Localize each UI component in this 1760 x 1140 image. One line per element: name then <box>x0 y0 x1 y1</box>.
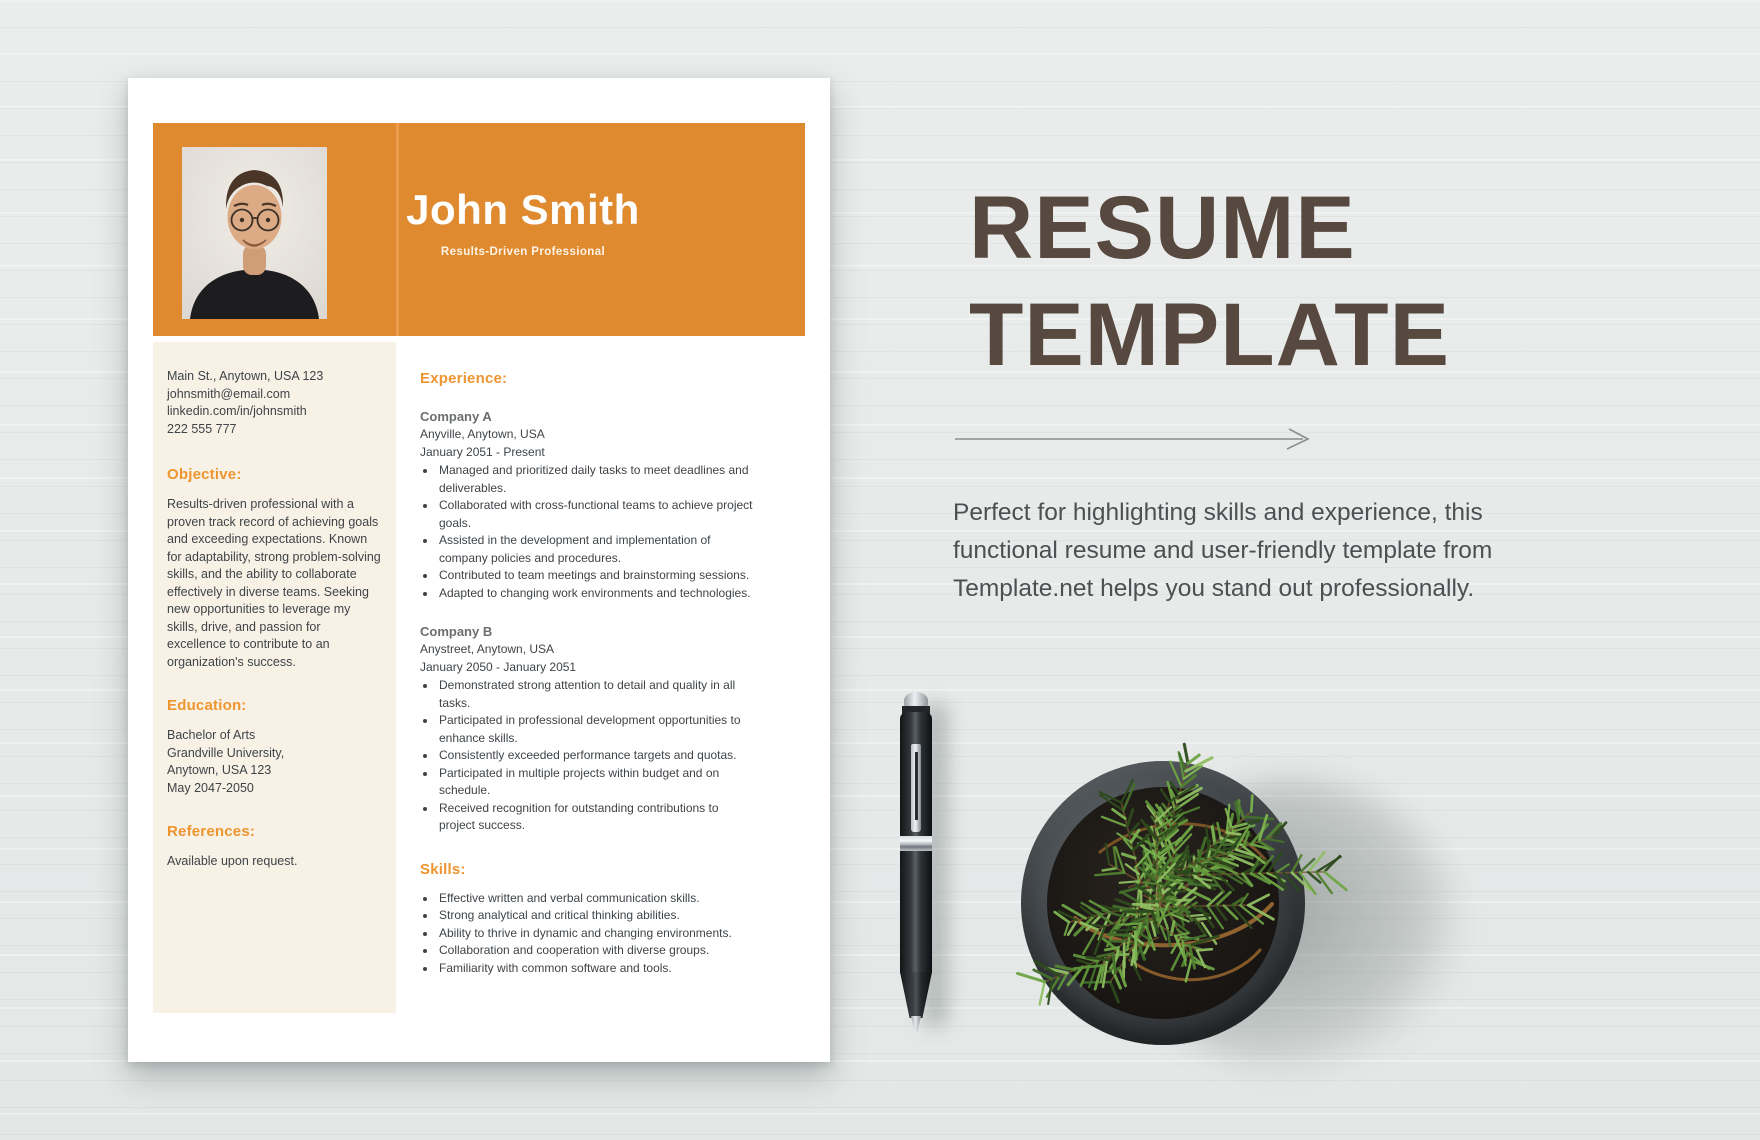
job-location: Anyville, Anytown, USA <box>420 427 545 441</box>
arrow-icon <box>955 427 1313 451</box>
job-bullet: • Received recognition for outstanding contributions to project success. <box>437 800 754 835</box>
education-location: Anytown, USA 123 <box>167 763 272 777</box>
contact-email: johnsmith@email.com <box>167 386 291 401</box>
contact-block <box>167 368 382 438</box>
skill-bullet: • Familiarity with common software and tools. <box>437 960 754 978</box>
job-company-name: Company A <box>420 409 492 424</box>
promo-title-line1: RESUME <box>969 177 1356 277</box>
education-school: Grandville University, <box>167 745 285 760</box>
header-text <box>388 187 658 258</box>
job-bullet: • Managed and prioritized daily tasks to meet deadlines and deliverables. <box>437 462 754 497</box>
resume-header <box>153 123 805 336</box>
job-bullet: • Assisted in the development and implementation of company policies and procedures. <box>437 532 754 567</box>
contact-linkedin: linkedin.com/in/johnsmith <box>167 404 307 418</box>
job-bullet: • Consistently exceeded performance targets and quotas. <box>437 747 754 765</box>
job-dates: January 2051 - Present <box>420 444 545 459</box>
objective-heading: Objective: <box>167 466 242 483</box>
resume-subtitle: Results-Driven Professional <box>440 246 606 258</box>
pen-clip <box>911 744 921 832</box>
resume-page <box>128 78 830 1062</box>
job-bullet: • Collaborated with cross-functional teams to achieve project goals. <box>437 497 754 532</box>
pen-tip <box>910 1016 922 1032</box>
job-location: Anystreet, Anytown, USA <box>420 642 555 656</box>
job-dates: January 2050 - January 2051 <box>420 659 577 674</box>
job-bullet: • Demonstrated strong attention to detail and quality in all tasks. <box>437 677 754 712</box>
profile-photo <box>182 147 327 319</box>
job-bullet: • Participated in professional development opportunities to enhance skills. <box>437 712 754 747</box>
job-company-b <box>420 623 754 835</box>
contact-phone: 222 555 777 <box>167 421 237 436</box>
promo-description <box>953 494 1573 608</box>
education-dates: May 2047-2050 <box>167 780 254 795</box>
job-company-name: Company B <box>420 624 493 639</box>
job-bullet: • Contributed to team meetings and brainstorming sessions. <box>437 567 754 585</box>
skills-heading: Skills: <box>420 860 466 878</box>
contact-address: Main St., Anytown, USA 123 <box>167 369 324 383</box>
promo-description-line: functional resume and user-friendly template from <box>953 537 1493 564</box>
pen <box>890 692 950 1042</box>
education-heading: Education: <box>167 697 247 714</box>
job-bullet: • Adapted to changing work environments and technologies. <box>437 585 754 603</box>
skill-bullet: • Effective written and verbal communication skills. <box>437 890 754 908</box>
job-company-a <box>420 408 754 602</box>
promo-title <box>969 174 1569 388</box>
promo-title-line2: TEMPLATE <box>969 284 1450 384</box>
pen-clip-slot <box>915 752 918 820</box>
job-bullet: • Participated in multiple projects within budget and on schedule. <box>437 765 754 800</box>
promo-description-line: Template.net helps you stand out professionally. <box>953 575 1475 602</box>
skills-list <box>420 890 754 978</box>
plant-needles <box>980 660 1410 1090</box>
objective-text: Results-driven professional with a proven track record of achieving goals and exceeding expectations. Known for adaptability, strong problem-solving skills, and the ability to collaborate effectively in diverse teams. Seeking new opportunities to leverage my skills, drive, and passion for excellence to contribute to an organization's success. <box>167 497 381 669</box>
references-heading: References: <box>167 823 256 840</box>
job-bullet-list <box>420 462 754 602</box>
resume-sidebar <box>153 342 396 1013</box>
education-block <box>167 727 382 797</box>
promo-description-line: Perfect for highlighting skills and experience, this <box>953 499 1483 526</box>
experience-heading: Experience: <box>420 370 508 387</box>
skill-bullet: • Collaboration and cooperation with diverse groups. <box>437 942 754 960</box>
resume-name: John Smith <box>406 186 640 233</box>
education-degree: Bachelor of Arts <box>167 728 256 742</box>
resume-main <box>420 342 754 977</box>
plant <box>980 660 1410 1090</box>
skill-bullet: • Strong analytical and critical thinking abilities. <box>437 907 754 925</box>
job-bullet-list <box>420 677 754 835</box>
references-text: Available upon request. <box>167 854 298 868</box>
pen-body <box>900 851 932 973</box>
photo-block <box>153 123 396 336</box>
skill-bullet: • Ability to thrive in dynamic and changing environments. <box>437 925 754 943</box>
